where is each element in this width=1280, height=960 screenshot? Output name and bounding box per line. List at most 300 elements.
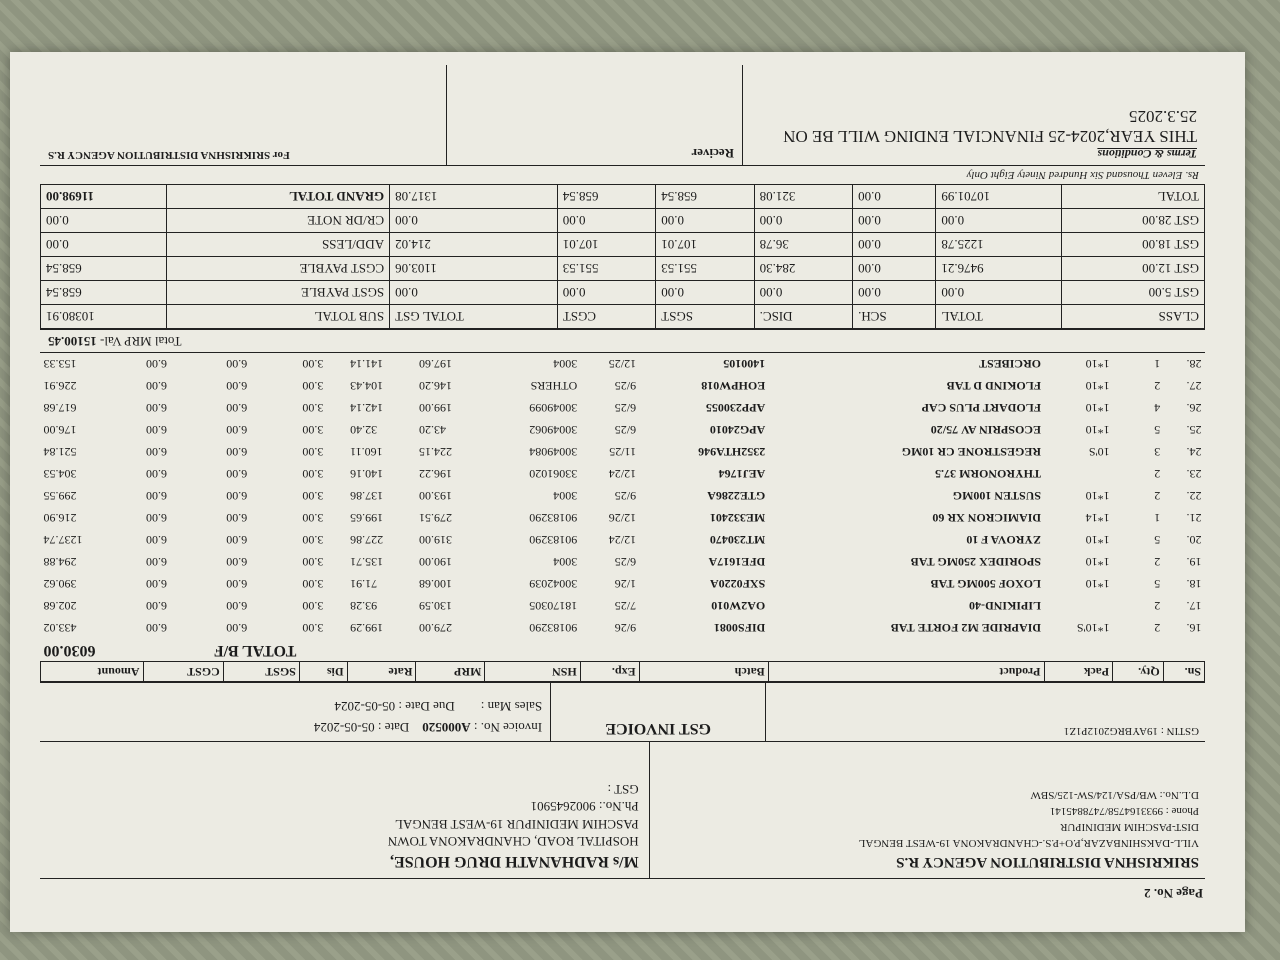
cell-sn: 27. [1186,379,1202,394]
cell-dis: 3.00 [302,401,324,416]
cell-qty: 2 [1154,621,1161,636]
cell-dis: 3.00 [302,577,324,592]
cell-exp: 12/25 [608,357,637,372]
table-row [41,529,1205,551]
cell-product: THYRONORM 37.5 [935,467,1042,482]
tax-cell-val: 0.00 [41,233,167,257]
col-header: Qty. [1113,662,1164,682]
cell-mrp: 146.20 [418,379,452,394]
seller-address: VILL-DAKSHINBAZAR,P.O+P.S.-CHANDRAKONA 19-WEST BENGAL [858,837,1199,850]
cell-dis: 3.00 [302,533,324,548]
cell-mrp: 196.22 [418,467,452,482]
cell-cgst: 6.00 [146,445,168,460]
seller-name: SRIKRISHNA DISTRIBUTION AGENCY R.S [896,854,1199,870]
table-row [41,441,1205,463]
cell-rate: 227.86 [350,533,384,548]
cell-rate: 199.29 [350,621,384,636]
cell-hsn: 3004 [553,489,578,504]
terms-label: Terms & Conditions [1097,147,1197,161]
tax-header-row [41,305,1205,329]
cell-amount: 390.62 [43,577,77,592]
cell-pack: 10'S [1088,445,1110,460]
cell-mrp: 193.00 [418,489,452,504]
cell-qty: 2 [1154,379,1161,394]
cell-exp: 12/24 [608,467,637,482]
cell-exp: 6/25 [614,555,637,570]
cell-product: REGESTRONE CR 10MG [901,445,1042,460]
tax-cell-total: 0.00 [936,209,1062,233]
tax-body [41,185,1205,305]
col-header: SGST [223,662,299,682]
cell-sn: 18. [1186,577,1202,592]
invoice-footer [40,65,1205,166]
cell-hsn: 30049084 [529,445,578,460]
cell-sn: 21. [1186,511,1202,526]
cell-sgst: 6.00 [226,621,248,636]
cell-hsn: 90183290 [529,533,578,548]
invoice-no: A000520 [422,720,471,735]
cell-exp: 6/25 [614,423,637,438]
invoice-body [40,72,1205,907]
cell-hsn: 3004 [553,357,578,372]
tax-cell-cls: GST 28.00 [1062,209,1205,233]
tax-cell-tgst: 214.02 [390,233,558,257]
total-mrp-value: 15100.45 [48,334,97,349]
tax-cell-val: 11698.00 [41,185,167,209]
cell-pack [1044,463,1113,485]
tax-cell-cgst: 551.53 [557,257,655,281]
receiver-block: Reciver [446,65,742,165]
total-bf-value: 6030.00 [43,642,96,659]
tax-col-header: TOTAL [936,305,1062,329]
cell-cgst: 6.00 [146,489,168,504]
tax-cell-lbl: ADD/LESS [166,233,389,257]
tax-cell-cgst: 658.54 [557,185,655,209]
invoice-date-label: Date : [377,720,410,735]
tax-cell-sgst: 658.54 [656,185,754,209]
tax-cell-cls: GST 5.00 [1062,281,1205,305]
cell-sgst: 6.00 [226,423,248,438]
table-row [41,375,1205,397]
cell-qty: 2 [1154,467,1161,482]
cell-amount: 176.00 [43,423,77,438]
table-row [41,617,1205,639]
tax-row [41,281,1205,305]
tax-cell-sch: 0.00 [853,281,936,305]
cell-qty: 5 [1154,423,1161,438]
buyer-gst: GST : [607,781,639,797]
terms-block [742,65,1205,165]
cell-exp: 6/25 [614,401,637,416]
cell-cgst: 6.00 [146,599,168,614]
items-table [40,353,1205,682]
cell-mrp: 199.00 [418,401,452,416]
invoice-header [40,741,1205,879]
cell-rate: 71.91 [350,577,378,592]
total-mrp-line [40,329,1205,353]
cell-pack: 1*10 [1085,555,1110,570]
tax-row [41,209,1205,233]
cell-sgst: 6.00 [226,445,248,460]
tax-row [41,233,1205,257]
tax-col-header: SCH. [853,305,936,329]
cell-cgst: 6.00 [146,423,168,438]
cell-qty: 1 [1154,357,1161,372]
cell-pack: 1*10 [1085,379,1110,394]
tax-cell-cls: GST 12.00 [1062,257,1205,281]
cell-sn: 22. [1186,489,1202,504]
cell-mrp: 224.15 [418,445,452,460]
tax-cell-sgst: 107.01 [656,233,754,257]
tax-cell-val: 0.00 [41,209,167,233]
cell-exp: 11/25 [609,445,637,460]
tax-cell-total: 10701.99 [936,185,1062,209]
cell-sgst: 6.00 [226,357,248,372]
cell-sn: 25. [1186,423,1202,438]
cell-amount: 304.53 [43,467,77,482]
cell-exp: 9/25 [614,379,637,394]
cell-sgst: 6.00 [226,599,248,614]
col-header: HSN [485,662,580,682]
tax-cell-total: 9476.21 [936,257,1062,281]
cell-hsn: 33061020 [529,467,578,482]
items-header-row [41,662,1205,682]
salesman-label: Sales Man : [480,699,543,715]
cell-sn: 19. [1186,555,1202,570]
invoice-no-label: Invoice No. : [473,720,543,735]
buyer-address-1: HOSPITAL ROAD, CHANDRAKONA TOWN [387,834,639,850]
cell-qty: 5 [1154,533,1161,548]
cell-qty: 5 [1154,577,1161,592]
cell-sgst: 6.00 [226,379,248,394]
cell-sn: 17. [1186,599,1202,614]
tax-row [41,257,1205,281]
cell-sgst: 6.00 [226,467,248,482]
signatory-block: For SRIKRISHNA DISTRIBUTION AGENCY R.S [48,149,290,161]
cell-rate: 32.40 [350,423,378,438]
cell-amount: 521.84 [43,445,77,460]
table-row [41,353,1205,375]
cell-cgst: 6.00 [146,467,168,482]
cell-sn: 16. [1186,621,1202,636]
cell-batch: DIFS0081 [713,621,766,636]
cell-pack: 1*10 [1085,357,1110,372]
cell-sn: 26. [1186,401,1202,416]
cell-product: DIAMICRON XR 60 [932,511,1042,526]
cell-sgst: 6.00 [226,489,248,504]
cell-batch: SXF0220A [709,577,766,592]
cell-batch: GTE2286A [707,489,766,504]
tax-cell-disc: 284.30 [754,257,852,281]
invoice-title: GST INVOICE [550,683,765,741]
table-row [41,419,1205,441]
cell-rate: 199.65 [350,511,384,526]
cell-sgst: 6.00 [226,511,248,526]
cell-cgst: 6.00 [146,533,168,548]
cell-amount: 202.68 [43,599,77,614]
cell-mrp: 197.60 [418,357,452,372]
cell-batch: DFE1617A [708,555,766,570]
cell-hsn: 90183290 [529,511,578,526]
cell-hsn: 90183290 [529,621,578,636]
cell-qty: 2 [1154,555,1161,570]
tax-cell-sch: 0.00 [853,257,936,281]
cell-sn: 24. [1186,445,1202,460]
cell-dis: 3.00 [302,599,324,614]
sub-total-label: SUB TOTAL [166,305,389,329]
cell-dis: 3.00 [302,357,324,372]
cell-cgst: 6.00 [146,401,168,416]
cell-exp: 7/25 [614,599,637,614]
cell-hsn: 30049062 [529,423,578,438]
due-date: 05-05-2024 [334,699,396,715]
tax-cell-sch: 0.00 [853,233,936,257]
tax-cell-tgst: 0.00 [390,281,558,305]
cell-qty: 1 [1154,511,1161,526]
page-number: Page No. 2 [1144,886,1203,901]
cell-amount: 216.90 [43,511,77,526]
cell-amount: 299.55 [43,489,77,504]
cell-dis: 3.00 [302,379,324,394]
cell-product: LOXOF 500MG TAB [930,577,1042,592]
buyer-address-2: PASCHIM MEDINIPUR 19-WEST BENGAL [394,816,639,832]
tax-col-header: CGST [557,305,655,329]
total-bf-row [41,639,1205,662]
cell-exp: 9/26 [614,621,637,636]
cell-batch: APP230055 [705,401,766,416]
tax-cell-lbl: SGST PAYBLE [166,281,389,305]
due-date-label: Due Date : [398,699,455,715]
cell-batch: 1400105 [723,357,766,372]
cell-batch: MT230470 [709,533,766,548]
cell-pack: 1*10 [1085,423,1110,438]
cell-product: SUSTEN 100MG [952,489,1042,504]
col-header: CGST [143,662,223,682]
cell-batch: EOHPW018 [701,379,766,394]
table-row [41,463,1205,485]
col-header: Sn. [1163,662,1204,682]
invoice-info-row [40,682,1205,741]
cell-batch: ME332401 [709,511,766,526]
col-header: Amount [41,662,144,682]
cell-cgst: 6.00 [146,621,168,636]
cell-qty: 2 [1154,489,1161,504]
cell-dis: 3.00 [302,621,324,636]
cell-product: ORCIBEST [979,357,1042,372]
tax-cell-disc: 321.08 [754,185,852,209]
cell-qty: 4 [1154,401,1161,416]
cell-rate: 141.14 [350,357,384,372]
cell-hsn: 18170305 [529,599,578,614]
seller-gstin: GSTIN : 19AYBRG2012P1Z1 [765,683,1205,741]
amount-in-words: Rs. Eleven Thousand Six Hundred Ninety Eight Only [966,169,1199,181]
tax-summary-table [40,184,1205,329]
invoice-date: 05-05-2024 [313,720,375,735]
table-row [41,397,1205,419]
cell-dis: 3.00 [302,423,324,438]
tax-col-header: TOTAL GST [390,305,558,329]
cell-product: FLODART PLUS CAP [921,401,1042,416]
tax-cell-sgst: 0.00 [656,209,754,233]
cell-sgst: 6.00 [226,577,248,592]
tax-cell-tgst: 1103.06 [390,257,558,281]
cell-amount: 153.33 [43,357,77,372]
cell-batch: 2352HTA946 [698,445,766,460]
tax-cell-cgst: 107.01 [557,233,655,257]
invoice-meta [40,683,550,741]
cell-hsn: OTHERS [530,379,578,394]
cell-pack: 1*10 [1085,577,1110,592]
terms-text: THIS YEAR,2024-25 FINANCIAL ENDING WILL BE ON 25.3.2025 [783,106,1197,146]
cell-product: LIPIKIND-40 [969,599,1042,614]
cell-product: FLOKIND D TAB [946,379,1042,394]
cell-mrp: 100.68 [418,577,452,592]
table-row [41,507,1205,529]
tax-cell-lbl: GRAND TOTAL [166,185,389,209]
sub-total-value: 10380.91 [41,305,167,329]
tax-col-header: DISC. [754,305,852,329]
tax-cell-cgst: 0.00 [557,209,655,233]
cell-pack: 1*10 [1085,533,1110,548]
buyer-block [40,742,649,878]
col-header: Exp. [580,662,639,682]
cell-sgst: 6.00 [226,401,248,416]
cell-amount: 294.88 [43,555,77,570]
total-mrp-label: Total MRP Val- [100,334,182,349]
col-header: Rate [347,662,416,682]
cell-sn: 20. [1186,533,1202,548]
cell-mrp: 279.00 [418,621,452,636]
tax-cell-sgst: 0.00 [656,281,754,305]
cell-exp: 12/26 [608,511,637,526]
tax-col-header: SGST [656,305,754,329]
cell-exp: 9/25 [614,489,637,504]
col-header: Pack [1044,662,1113,682]
seller-district: DIST-PASCHIM MEDINIPUR [1060,821,1199,834]
cell-sn: 23. [1186,467,1202,482]
total-bf-label: TOTAL B/F [213,642,297,659]
cell-qty: 3 [1154,445,1161,460]
cell-rate: 135.71 [350,555,384,570]
cell-sgst: 6.00 [226,555,248,570]
cell-mrp: 319.00 [418,533,452,548]
tax-cell-lbl: CR/DR NOTE [166,209,389,233]
table-row [41,551,1205,573]
cell-batch: AEJ1764 [718,467,766,482]
cell-pack: 1*10'S [1076,621,1110,636]
tax-cell-disc: 0.00 [754,281,852,305]
tax-cell-total: 1225.78 [936,233,1062,257]
cell-qty: 2 [1154,599,1161,614]
cell-dis: 3.00 [302,445,324,460]
cell-pack: 1*10 [1085,489,1110,504]
cell-rate: 140.16 [350,467,384,482]
cell-hsn: 3004 [553,555,578,570]
tax-cell-disc: 36.78 [754,233,852,257]
cell-exp: 12/24 [608,533,637,548]
tax-cell-total: 0.00 [936,281,1062,305]
cell-cgst: 6.00 [146,357,168,372]
cell-pack [1044,595,1113,617]
cell-pack: 1*14 [1085,511,1110,526]
cell-cgst: 6.00 [146,511,168,526]
cell-mrp: 43.20 [418,423,446,438]
invoice-paper [10,52,1245,932]
cell-pack: 1*10 [1085,401,1110,416]
table-row [41,485,1205,507]
tax-cell-sgst: 551.53 [656,257,754,281]
cell-amount: 433.02 [43,621,77,636]
table-row [41,595,1205,617]
tax-cell-cls: GST 18.00 [1062,233,1205,257]
cell-batch: OA2W010 [711,599,766,614]
cell-product: ZYROVA F 10 [966,533,1042,548]
cell-cgst: 6.00 [146,379,168,394]
cell-sn: 28. [1186,357,1202,372]
cell-mrp: 279.51 [418,511,452,526]
cell-dis: 3.00 [302,555,324,570]
cell-rate: 93.28 [350,599,378,614]
items-body [41,353,1205,662]
col-header: Dis [299,662,347,682]
buyer-phone: Ph.No.: 9002645901 [530,799,639,815]
tax-cell-val: 658.54 [41,281,167,305]
cell-cgst: 6.00 [146,577,168,592]
cell-hsn: 30042039 [529,577,578,592]
buyer-name: M/s RADHANATH DRUG HOUSE, [390,853,639,870]
cell-exp: 1/26 [614,577,637,592]
tax-cell-sch: 0.00 [853,209,936,233]
cell-mrp: 190.00 [418,555,452,570]
cell-dis: 3.00 [302,467,324,482]
cell-product: SPORIDEX 250MG TAB [910,555,1042,570]
cell-sgst: 6.00 [226,533,248,548]
col-header: Batch [639,662,768,682]
cell-rate: 160.11 [350,445,383,460]
tax-cell-cls: TOTAL [1062,185,1205,209]
cell-rate: 142.14 [350,401,384,416]
cell-cgst: 6.00 [146,555,168,570]
cell-hsn: 30049099 [529,401,578,416]
cell-dis: 3.00 [302,511,324,526]
tax-cell-lbl: CGST PAYBLE [166,257,389,281]
tax-cell-cgst: 0.00 [557,281,655,305]
cell-product: ECOSPRIN AV 75/20 [930,423,1042,438]
seller-block [649,742,1205,878]
tax-cell-disc: 0.00 [754,209,852,233]
col-header: MRP [416,662,485,682]
cell-rate: 137.86 [350,489,384,504]
tax-cell-tgst: 0.00 [390,209,558,233]
cell-dis: 3.00 [302,489,324,504]
cell-mrp: 130.59 [418,599,452,614]
cell-rate: 104.43 [350,379,384,394]
tax-cell-sch: 0.00 [853,185,936,209]
seller-phone: Phone : 9933164758/7478845141 [1049,805,1199,818]
cell-amount: 226.91 [43,379,77,394]
cell-amount: 1237.74 [43,533,83,548]
table-row [41,573,1205,595]
tax-row [41,185,1205,209]
cell-batch: APG24010 [709,423,766,438]
tax-col-header: CLASS [1062,305,1205,329]
col-header: Product [768,662,1044,682]
cell-amount: 617.68 [43,401,77,416]
cell-product: DIAPRIDE M2 FORTE TAB [890,621,1042,636]
tax-cell-val: 658.54 [41,257,167,281]
tax-cell-tgst: 1317.08 [390,185,558,209]
seller-dl-no: D.L.No.: WB/PSA/124/SW-125/SBW [1030,789,1199,802]
